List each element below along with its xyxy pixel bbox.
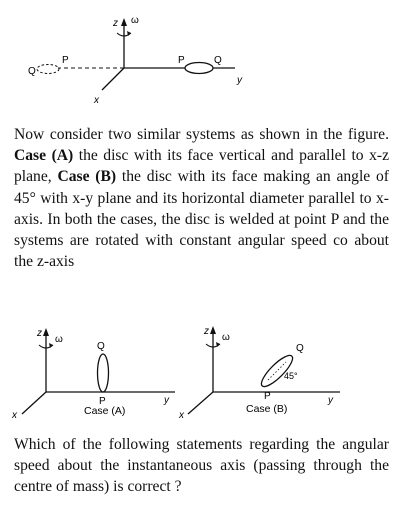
disc xyxy=(185,63,213,74)
case-a-omega-label: ω xyxy=(55,334,63,345)
case-a-z-arrowhead xyxy=(43,328,49,336)
case-b-y-label: y xyxy=(328,395,333,406)
case-b-z-arrowhead xyxy=(210,326,216,334)
left-p-label: P xyxy=(62,55,69,66)
right-p-label: P xyxy=(178,55,185,66)
case-a-q-label: Q xyxy=(97,341,105,352)
case-b-caption: Case (B) xyxy=(246,403,288,415)
case-b-q-label: Q xyxy=(296,343,304,354)
case-figures xyxy=(0,318,401,424)
case-b-term: Case (B) xyxy=(57,168,117,186)
case-a-x-axis xyxy=(22,392,46,414)
problem-paragraph xyxy=(14,124,389,272)
x-axis xyxy=(102,68,124,90)
right-q-label: Q xyxy=(214,55,222,66)
x-axis-label: x xyxy=(94,95,99,106)
case-a-p-label: P xyxy=(99,396,106,407)
case-b-omega-label: ω xyxy=(222,332,230,343)
case-b-x-axis xyxy=(188,392,213,414)
case-a-disc xyxy=(98,354,109,392)
case-b-x-label: x xyxy=(179,410,184,421)
z-axis-arrowhead xyxy=(121,18,127,26)
case-a-y-label: y xyxy=(164,395,169,406)
case-a-x-label: x xyxy=(12,410,17,421)
case-a-z-label: z xyxy=(37,328,42,339)
paragraph-text-1: Now consider two similar systems as shown in the figure. xyxy=(14,126,389,143)
case-b-z-label: z xyxy=(204,326,209,337)
paragraph-text-2: the disc with its face vertical and parallel to x-z plane, xyxy=(14,147,390,186)
dashed-disc xyxy=(37,65,59,74)
paragraph-text-3: the disc with its face making an angle of 45° with x-y plane and its horizontal diameter parallel to x-axis. In both the cases, the disc is welded at point P and the systems are rotated with constant angular speed co about the z-axis xyxy=(14,168,390,271)
question-paragraph: Which of the following statements regarding the angular speed about the instantaneous axis (passing through the centre of mass) is correct ? xyxy=(14,436,389,496)
case-b-angle-label: 45° xyxy=(284,371,298,381)
y-axis-label: y xyxy=(237,75,242,86)
case-a-term: Case (A) xyxy=(14,147,74,165)
omega-label: ω xyxy=(131,15,139,26)
case-a-caption: Case (A) xyxy=(84,405,126,417)
left-q-label: Q xyxy=(28,66,36,77)
top-figure xyxy=(0,0,401,118)
z-axis-label: z xyxy=(113,18,118,29)
case-b-p-label: P xyxy=(264,391,271,402)
case-b-figure xyxy=(178,326,340,421)
case-a-figure xyxy=(11,328,175,421)
